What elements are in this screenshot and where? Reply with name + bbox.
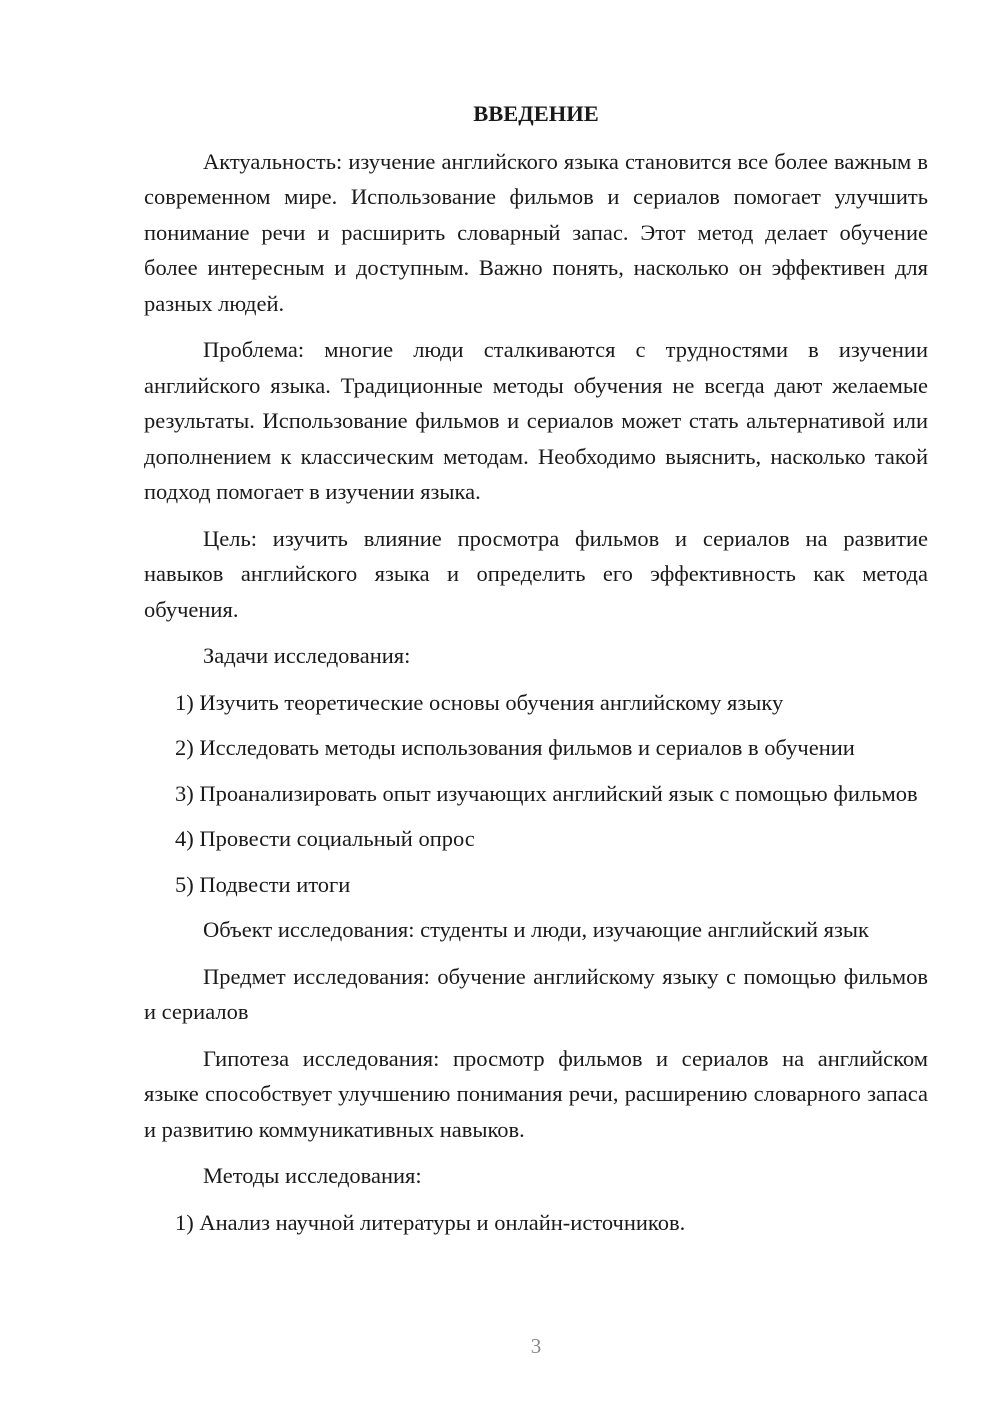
page-title: ВВЕДЕНИЕ	[473, 101, 599, 126]
relevance-paragraph: Актуальность: изучение английского языка становится все более важным в современном мире. Использование фильмов и сериалов помогает улучшить понимание речи и расширить словарный запас. Этот метод делает обучение более интересным и доступным. Важно понять, насколько он эффективен для разных людей.	[144, 148, 928, 316]
problem-paragraph: Проблема: многие люди сталкиваются с трудностями в изучении английского языка. Традиционные методы обучения не всегда дают желаемые результаты. Использование фильмов и сериалов может стать альтернативой или дополнением к классическим методам. Необходимо выяснить, насколько такой подход помогает в изучении языка.	[144, 337, 928, 504]
page-number: 3	[530, 1334, 542, 1358]
methods-heading: Методы исследования:	[203, 1163, 422, 1188]
list-item: 4) Провести социальный опрос	[175, 826, 475, 851]
list-item: 3) Проанализировать опыт изучающих английский язык с помощью фильмов	[175, 780, 918, 806]
list-item: 5) Подвести итоги	[175, 871, 351, 897]
subject-paragraph: Предмет исследования: обучение английскому языку с помощью фильмов и сериалов	[144, 963, 928, 1024]
document-page	[144, 96, 928, 1250]
methods-list	[144, 1205, 928, 1241]
tasks-heading: Задачи исследования:	[203, 643, 411, 668]
hypothesis-paragraph: Гипотеза исследования: просмотр фильмов и сериалов на английском языке способствует улучшению понимания речи, расширению словарного запаса и развитию коммуникативных навыков.	[144, 1045, 928, 1142]
object-paragraph: Объект исследования: студенты и люди, изучающие английский язык	[203, 917, 869, 942]
list-item: 1) Анализ научной литературы и онлайн-источников.	[175, 1209, 686, 1235]
goal-paragraph: Цель: изучить влияние просмотра фильмов и сериалов на развитие навыков английского языка и определить его эффективность как метода обучения.	[144, 525, 928, 622]
list-item: 1) Изучить теоретические основы обучения английскому языку	[175, 689, 784, 715]
list-item: 2) Исследовать методы использования фильмов и сериалов в обучении	[175, 735, 855, 760]
tasks-list	[144, 685, 928, 903]
